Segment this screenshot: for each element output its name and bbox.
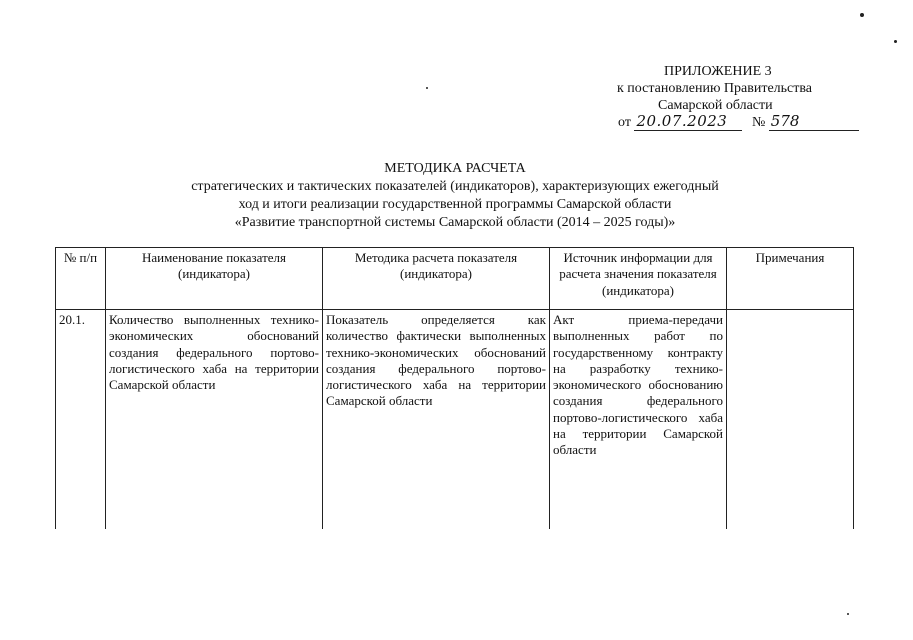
document-subtitle-line-3: «Развитие транспортной системы Самарской области (2014 – 2025 годы)» [234, 215, 676, 230]
indicator-table [55, 247, 854, 529]
table-header-row [56, 248, 854, 310]
header-indicator-name: Наименование показателя (индикатора) [106, 248, 323, 310]
calculation-method-cell: Показатель определяется как количество фактически выполненных технико-экономических обоснований создания федерального портово-логистического хаба на территории Самарской области [323, 310, 550, 530]
date-prefix: от [618, 115, 631, 130]
indicator-name-cell: Количество выполненных технико-экономических обоснований создания федерального портово-логистического хаба на территории Самарской области [106, 310, 323, 530]
handwritten-date: 20.07.2023 [634, 113, 742, 131]
header-notes: Примечания [727, 248, 854, 310]
scan-speck [860, 13, 864, 17]
handwritten-number: 578 [769, 113, 859, 131]
scan-speck [847, 613, 849, 615]
header-information-source: Источник информации для расчета значения показателя (индикатора) [550, 248, 727, 310]
appendix-date-number-row [618, 113, 859, 131]
appendix-resolution-line: к постановлению Правительства [617, 81, 813, 96]
header-calculation-method: Методика расчета показателя (индикатора) [323, 248, 550, 310]
document-title: МЕТОДИКА РАСЧЕТА [384, 161, 526, 176]
document-subtitle-line-1: стратегических и тактических показателей (индикаторов), характеризующих ежегодный [191, 179, 719, 194]
number-prefix: № [751, 115, 766, 130]
header-number: № п/п [56, 248, 106, 310]
document-title-block [120, 160, 790, 232]
appendix-region-line: Самарской области [658, 98, 773, 113]
information-source-cell: Акт приема-передачи выполненных работ по государственному контракту на разработку технико-экономического обоснованию создания федерального портово-логистического хаба на территории Самарской области [550, 310, 727, 530]
notes-cell [727, 310, 854, 530]
appendix-title: ПРИЛОЖЕНИЕ 3 [664, 64, 772, 79]
table-row [56, 310, 854, 530]
scan-speck [894, 40, 897, 43]
scan-speck [426, 87, 428, 89]
document-subtitle-line-2: ход и итоги реализации государственной программы Самарской области [238, 197, 672, 212]
row-number-cell: 20.1. [56, 310, 106, 530]
